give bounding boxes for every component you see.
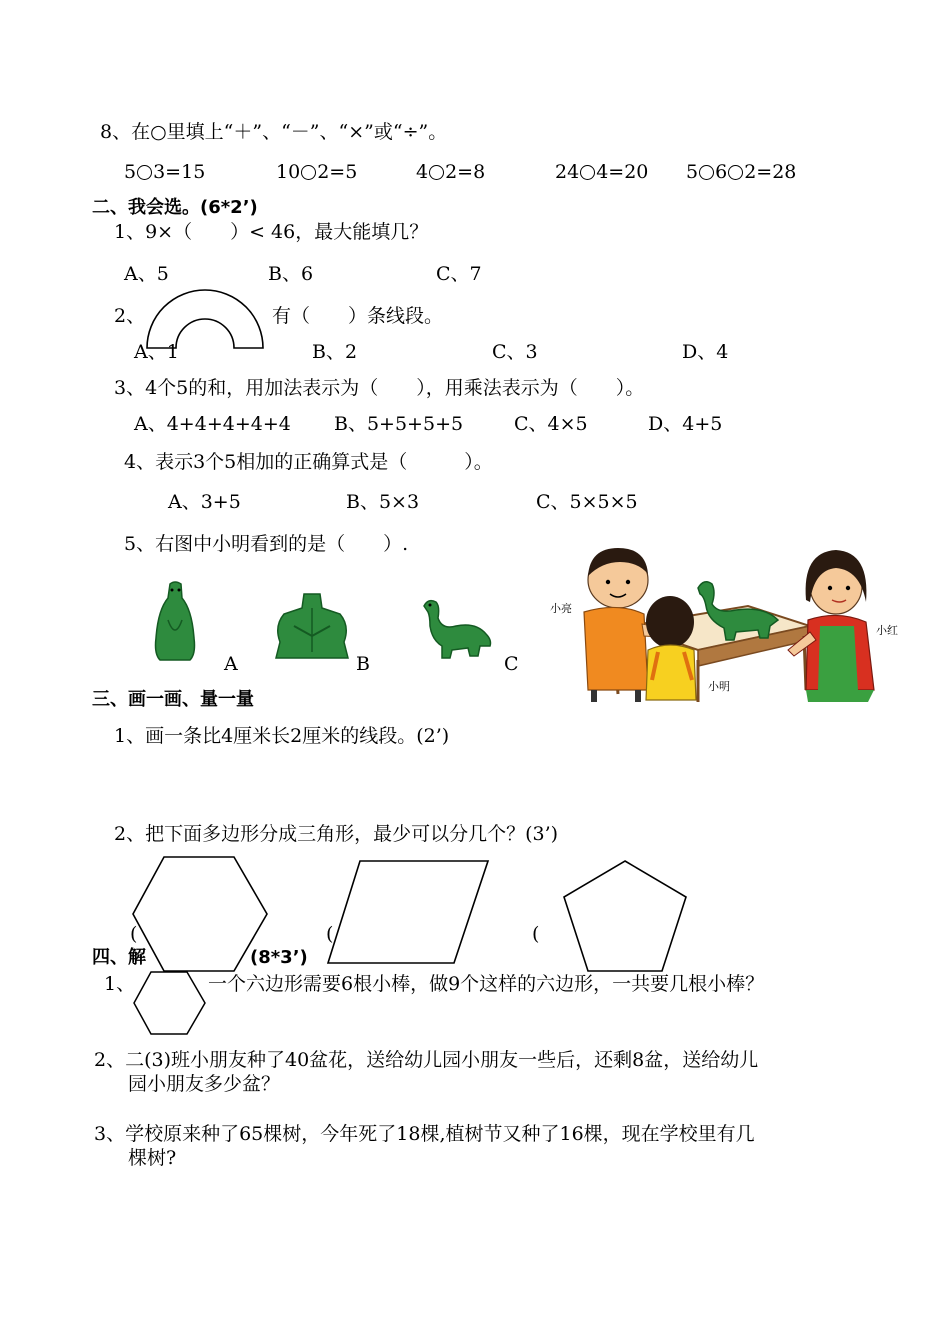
operand: 2=28 <box>744 161 797 183</box>
s4-q2-line-2: 园小朋友多少盆？ <box>128 1073 281 1095</box>
s3-q1: 1、画一条比4厘米长2厘米的线段。(2’) <box>114 725 450 747</box>
s3-paren-1: ( <box>130 923 138 945</box>
s2-q2-prefix: 2、 <box>114 305 146 327</box>
name-label-middle: 小明 <box>708 680 730 693</box>
dinosaur-side-view-image[interactable] <box>420 596 494 660</box>
s2-q3-option-c[interactable]: C、4×5 <box>514 413 588 435</box>
s2-q4-option-a[interactable]: A、3+5 <box>168 491 241 513</box>
operand: 4=20 <box>596 161 649 183</box>
s2-q2-text: 有（ ）条线段。 <box>272 305 444 327</box>
s2-q5-option-a[interactable]: A <box>224 653 238 675</box>
q8-title: 8、在○里填上“＋”、“－”、“×”或“÷”。 <box>100 121 448 143</box>
circle-blank[interactable] <box>728 165 743 180</box>
dinosaur-front-view-image[interactable] <box>150 580 200 662</box>
parallelogram-figure <box>326 859 490 965</box>
s4-q3-line-2: 棵树? <box>128 1147 177 1169</box>
circle-blank[interactable] <box>301 165 316 180</box>
s4-q2-line-1: 2、二(3)班小朋友种了40盆花，送给幼儿园小朋友一些后，还剩8盆，送给幼儿 <box>94 1049 759 1071</box>
operand: 3=15 <box>153 161 206 183</box>
s2-q1-option-a[interactable]: A、5 <box>124 263 169 285</box>
section-3-heading: 三、画一画、量一量 <box>92 689 254 710</box>
circle-blank[interactable] <box>137 165 152 180</box>
section-4-points: (8*3’) <box>250 947 308 968</box>
name-label-left: 小亮 <box>550 602 572 615</box>
q8-equation-3 <box>416 160 485 184</box>
s2-q1-option-c[interactable]: C、7 <box>436 263 482 285</box>
s4-q1-number: 1、 <box>104 973 136 995</box>
s2-q1: 1、9×（ ）< 46，最大能填几？ <box>114 221 429 243</box>
q8-equation-5 <box>686 160 796 184</box>
hexagon-figure <box>130 855 270 975</box>
s2-q5: 5、右图中小明看到的是（ ）. <box>124 533 409 555</box>
operand: 24 <box>555 161 580 183</box>
s2-q3-option-a[interactable]: A、4+4+4+4+4 <box>134 413 291 435</box>
s2-q3: 3、4个5的和，用加法表示为（ ），用乘法表示为（ ）。 <box>114 377 645 399</box>
s2-q2-option-c[interactable]: C、3 <box>492 341 538 363</box>
s4-q3-line-1: 3、学校原来种了65棵树，今年死了18棵,植树节又种了16棵，现在学校里有几 <box>94 1123 755 1145</box>
operand: 2=8 <box>445 161 486 183</box>
operand: 5 <box>686 161 699 183</box>
operand: 5 <box>124 161 137 183</box>
s2-q2-option-d[interactable]: D、4 <box>682 341 729 363</box>
operand: 6 <box>715 161 728 183</box>
s2-q2-option-a[interactable]: A、1 <box>134 341 179 363</box>
s2-q2-option-b[interactable]: B、2 <box>312 341 358 363</box>
s2-q3-option-b[interactable]: B、5+5+5+5 <box>334 413 464 435</box>
s2-q3-option-d[interactable]: D、4+5 <box>648 413 723 435</box>
s4-q1-text: 一个六边形需要6根小棒，做9个这样的六边形，一共要几根小棒？ <box>208 973 765 995</box>
pentagon-figure <box>562 859 688 975</box>
circle-blank[interactable] <box>429 165 444 180</box>
circle-blank[interactable] <box>580 165 595 180</box>
s2-q5-option-b[interactable]: B <box>356 653 370 675</box>
q8-equation-2 <box>276 160 357 184</box>
operand: 2=5 <box>317 161 358 183</box>
s3-paren-3: ( <box>532 923 540 945</box>
s2-q4-option-c[interactable]: C、5×5×5 <box>536 491 638 513</box>
s3-paren-2: ( <box>326 923 334 945</box>
s3-q2: 2、把下面多边形分成三角形，最少可以分几个？(3’) <box>114 823 559 845</box>
operand: 10 <box>276 161 301 183</box>
operand: 4 <box>416 161 429 183</box>
dinosaur-top-view-image[interactable] <box>274 592 350 660</box>
small-hexagon-figure <box>132 970 208 1036</box>
s2-q4: 4、表示3个5相加的正确算式是（ ）。 <box>124 451 493 473</box>
name-label-right: 小红 <box>876 624 898 637</box>
s2-q4-option-b[interactable]: B、5×3 <box>346 491 420 513</box>
section-2-heading: 二、我会选。(6*2’) <box>92 197 258 218</box>
q8-equation-1 <box>124 160 205 184</box>
circle-blank[interactable] <box>699 165 714 180</box>
section-4-heading: 四、解 <box>92 947 146 968</box>
s2-q5-option-c[interactable]: C <box>504 653 519 675</box>
s2-q1-option-b[interactable]: B、6 <box>268 263 314 285</box>
q8-equation-4 <box>555 160 648 184</box>
